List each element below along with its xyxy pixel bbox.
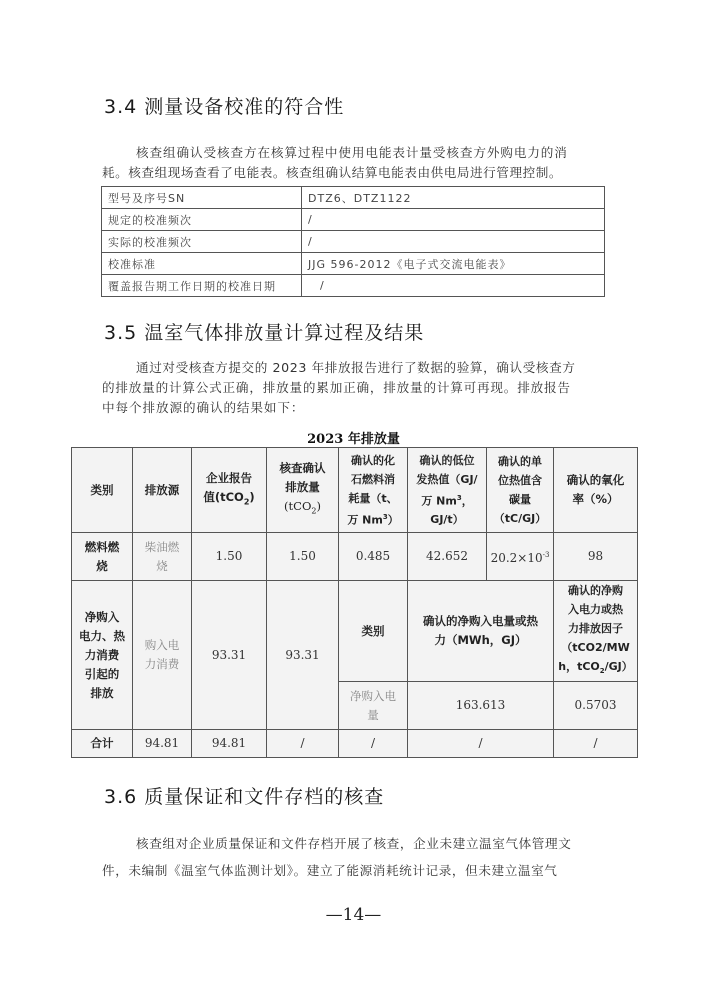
paragraph-line: 耗。核查组现场查看了电能表。核查组确认结算电能表由供电局进行管理控制。 xyxy=(102,165,563,180)
paragraph-line: 中每个排放源的确认的结果如下： xyxy=(102,400,305,415)
table-row xyxy=(102,253,605,275)
cell-verified: 93.31 xyxy=(267,581,339,730)
cell-total-reported: 94.81 xyxy=(133,730,192,758)
paragraph-line: 通过对受核查方提交的 2023 年排放报告进行了数据的验算，确认受核查方 xyxy=(136,360,576,375)
row-value: / xyxy=(302,231,605,253)
cell-verified: 1.50 xyxy=(267,533,339,581)
section-3-5-paragraph xyxy=(102,358,608,418)
table-row xyxy=(102,187,605,209)
section-3-4-paragraph xyxy=(102,143,608,183)
subheader-emission-factor: 确认的净购 入电力或热 力排放因子 （tCO2/MW h，tCO$_2$/GJ） xyxy=(554,581,638,682)
calibration-table xyxy=(101,186,605,297)
cell-consumption: 0.485 xyxy=(339,533,408,581)
section-heading-3-4: 3.4 测量设备校准的符合性 xyxy=(104,96,345,118)
table-row-power xyxy=(72,581,638,682)
row-value: JJG 596-2012《电子式交流电能表》 xyxy=(302,253,605,275)
table-header-row xyxy=(72,448,638,533)
cell-total-c6: / xyxy=(408,730,554,758)
header-verified: 核查确认 排放量 (tCO$_2$) xyxy=(267,448,339,533)
emissions-table xyxy=(71,447,638,758)
table-row-fuel xyxy=(72,533,638,581)
header-fuel-consumption: 确认的化 石燃料消 耗量（t、 万 Nm$^3$） xyxy=(339,448,408,533)
row-label: 校准标准 xyxy=(102,253,302,275)
table-row-total xyxy=(72,730,638,758)
header-oxidation: 确认的氧化 率（%） xyxy=(554,448,638,533)
paragraph-line: 件，未编制《温室气体监测计划》。建立了能源消耗统计记录，但未建立温室气 xyxy=(102,863,558,878)
cell-oxidation: 98 xyxy=(554,533,638,581)
row-label: 覆盖报告期工作日期的校准日期 xyxy=(102,275,302,297)
row-label: 型号及序号SN xyxy=(102,187,302,209)
row-value: DTZ6、DTZ1122 xyxy=(302,187,605,209)
subheader-category: 类别 xyxy=(339,581,408,682)
row-label: 规定的校准频次 xyxy=(102,209,302,231)
section-heading-3-5: 3.5 温室气体排放量计算过程及结果 xyxy=(104,322,425,344)
header-ncv: 确认的低位 发热值（GJ/ 万 Nm$^3$， GJ/t） xyxy=(408,448,487,533)
cell-total-c5: / xyxy=(339,730,408,758)
cell-total-c4: / xyxy=(267,730,339,758)
row-value: / xyxy=(302,275,605,297)
section-3-6-paragraph xyxy=(102,830,608,884)
cell-amount: 163.613 xyxy=(408,682,554,730)
cell-total-label: 合计 xyxy=(72,730,133,758)
cell-source: 购入电 力消费 xyxy=(133,581,192,730)
row-value: / xyxy=(302,209,605,231)
paragraph-line: 核查组确认受核查方在核算过程中使用电能表计量受核查方外购电力的消 xyxy=(136,145,568,160)
cell-source: 柴油燃 烧 xyxy=(133,533,192,581)
header-category: 类别 xyxy=(72,448,133,533)
header-carbon-content: 确认的单 位热值含 碳量 （tC/GJ） xyxy=(487,448,554,533)
cell-item: 净购入电 量 xyxy=(339,682,408,730)
cell-reported: 93.31 xyxy=(192,581,267,730)
paragraph-line: 核查组对企业质量保证和文件存档开展了核查，企业未建立温室气体管理文 xyxy=(136,836,572,851)
cell-category: 净购入 电力、热 力消费 引起的 排放 xyxy=(72,581,133,730)
section-heading-3-6: 3.6 质量保证和文件存档的核查 xyxy=(104,786,385,808)
header-source: 排放源 xyxy=(133,448,192,533)
cell-carbon-content: $20.2\times 10^{-3}$ xyxy=(487,533,554,581)
page-number: —14— xyxy=(325,905,382,925)
cell-total-c7: / xyxy=(554,730,638,758)
cell-ncv: 42.652 xyxy=(408,533,487,581)
cell-reported: 1.50 xyxy=(192,533,267,581)
row-label: 实际的校准频次 xyxy=(102,231,302,253)
table-row xyxy=(102,231,605,253)
header-reported: 企业报告 值(tCO$_2$) xyxy=(192,448,267,533)
subheader-amount: 确认的净购入电量或热 力（MWh，GJ） xyxy=(408,581,554,682)
cell-total-verified: 94.81 xyxy=(192,730,267,758)
table-row xyxy=(102,275,605,297)
cell-category: 燃料燃 烧 xyxy=(72,533,133,581)
table-caption: 2023 年排放量 xyxy=(307,432,400,447)
table-row xyxy=(102,209,605,231)
cell-emission-factor: 0.5703 xyxy=(554,682,638,730)
paragraph-line: 的排放量的计算公式正确，排放量的累加正确，排放量的计算可再现。排放报告 xyxy=(102,380,571,395)
